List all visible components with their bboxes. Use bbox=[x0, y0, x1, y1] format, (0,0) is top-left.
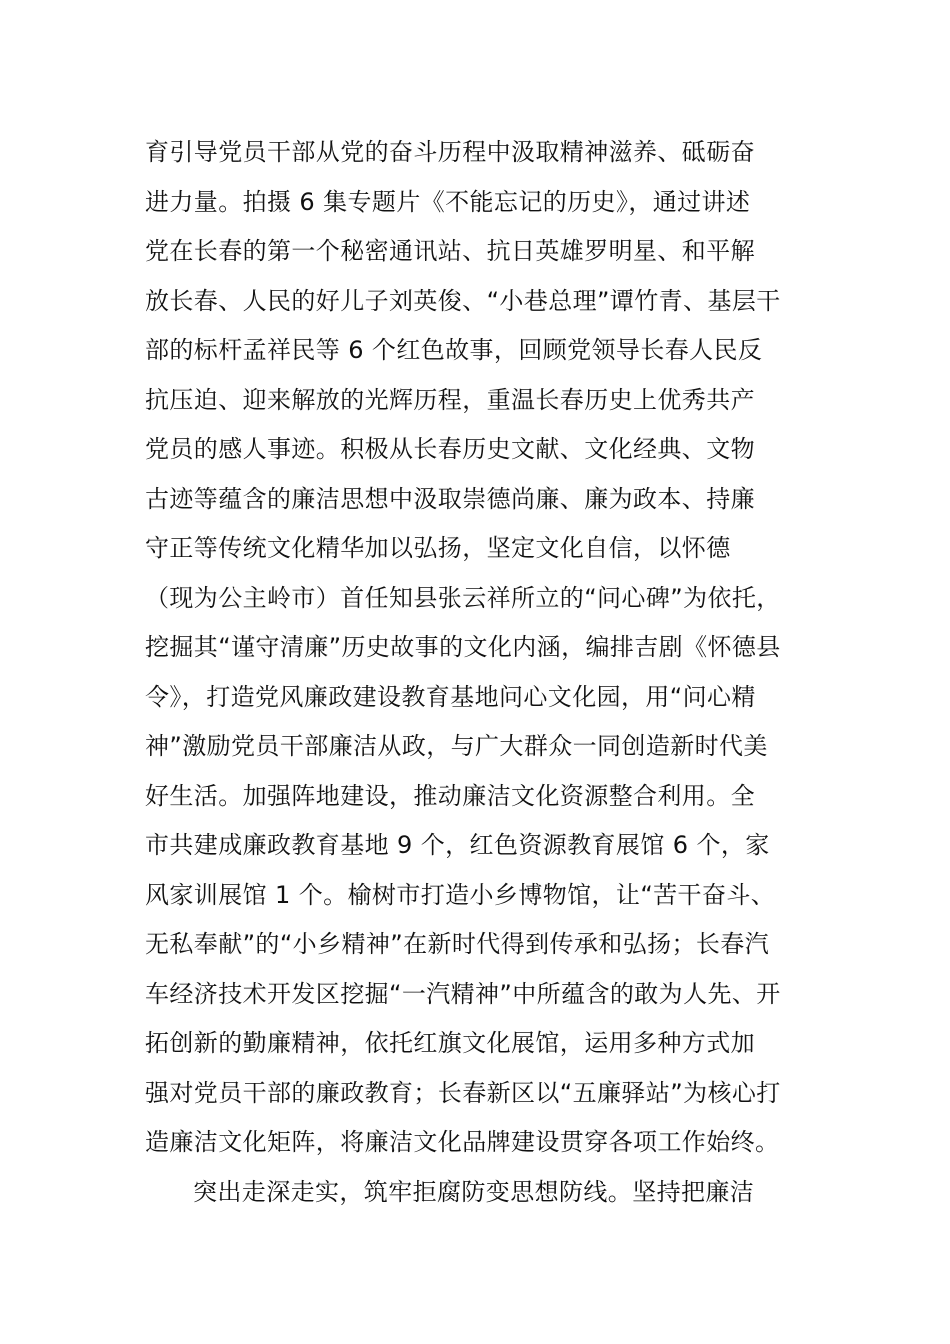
text-line: 党员的感人事迹。积极从长春历史文献、文化经典、文物 bbox=[145, 435, 755, 463]
paragraph-start-line: 突出走深走实，筑牢拒腐防变思想防线。坚持把廉洁 bbox=[193, 1177, 755, 1206]
text-line: 守正等传统文化精华加以弘扬，坚定文化自信，以怀德 bbox=[145, 534, 731, 562]
text-line: 强对党员干部的廉政教育；长春新区以“五廉驿站”为核心打 bbox=[145, 1078, 781, 1107]
text-line: 放长春、人民的好儿子刘英俊、“小巷总理”谭竹青、基层干 bbox=[145, 286, 781, 315]
text-line: 无私奉献”的“小乡精神”在新时代得到传承和弘扬；长春汽 bbox=[145, 930, 770, 958]
text-line: 党在长春的第一个秘密通讯站、抗日英雄罗明星、和平解 bbox=[145, 237, 755, 265]
text-line: 令》，打造党风廉政建设教育基地问心文化园，用“问心精 bbox=[145, 682, 756, 711]
text-line: 好生活。加强阵地建设，推动廉洁文化资源整合利用。全 bbox=[145, 781, 755, 810]
text-line: 风家训展馆 1 个。榆树市打造小乡博物馆，让“苦干奋斗、 bbox=[145, 880, 776, 909]
text-line: 造廉洁文化矩阵，将廉洁文化品牌建设贯穿各项工作始终。 bbox=[145, 1128, 780, 1156]
text-line: 拓创新的勤廉精神，依托红旗文化展馆，运用多种方式加 bbox=[145, 1029, 755, 1057]
text-line: 抗压迫、迎来解放的光辉历程，重温长春历史上优秀共产 bbox=[145, 385, 755, 414]
text-line: 神”激励党员干部廉洁从政，与广大群众一同创造新时代美 bbox=[145, 732, 768, 760]
text-line: （现为公主岭市）首任知县张云祥所立的“问心碑”为依托， bbox=[145, 583, 781, 612]
text-line: 挖掘其“谨守清廉”历史故事的文化内涵，编排吉剧《怀德县 bbox=[145, 633, 781, 661]
text-line: 古迹等蕴含的廉洁思想中汲取崇德尚廉、廉为政本、持廉 bbox=[145, 484, 755, 513]
text-line: 车经济技术开发区挖掘“一汽精神”中所蕴含的敢为人先、开 bbox=[145, 979, 781, 1008]
text-line: 部的标杆孟祥民等 6 个红色故事，回顾党领导长春人民反 bbox=[145, 336, 763, 364]
text-line: 市共建成廉政教育基地 9 个，红色资源教育展馆 6 个，家 bbox=[145, 831, 770, 859]
text-line: 进力量。拍摄 6 集专题片《不能忘记的历史》，通过讲述 bbox=[145, 187, 751, 216]
body-text bbox=[145, 128, 815, 1217]
text-line: 育引导党员干部从党的奋斗历程中汲取精神滋养、砥砺奋 bbox=[145, 138, 755, 166]
